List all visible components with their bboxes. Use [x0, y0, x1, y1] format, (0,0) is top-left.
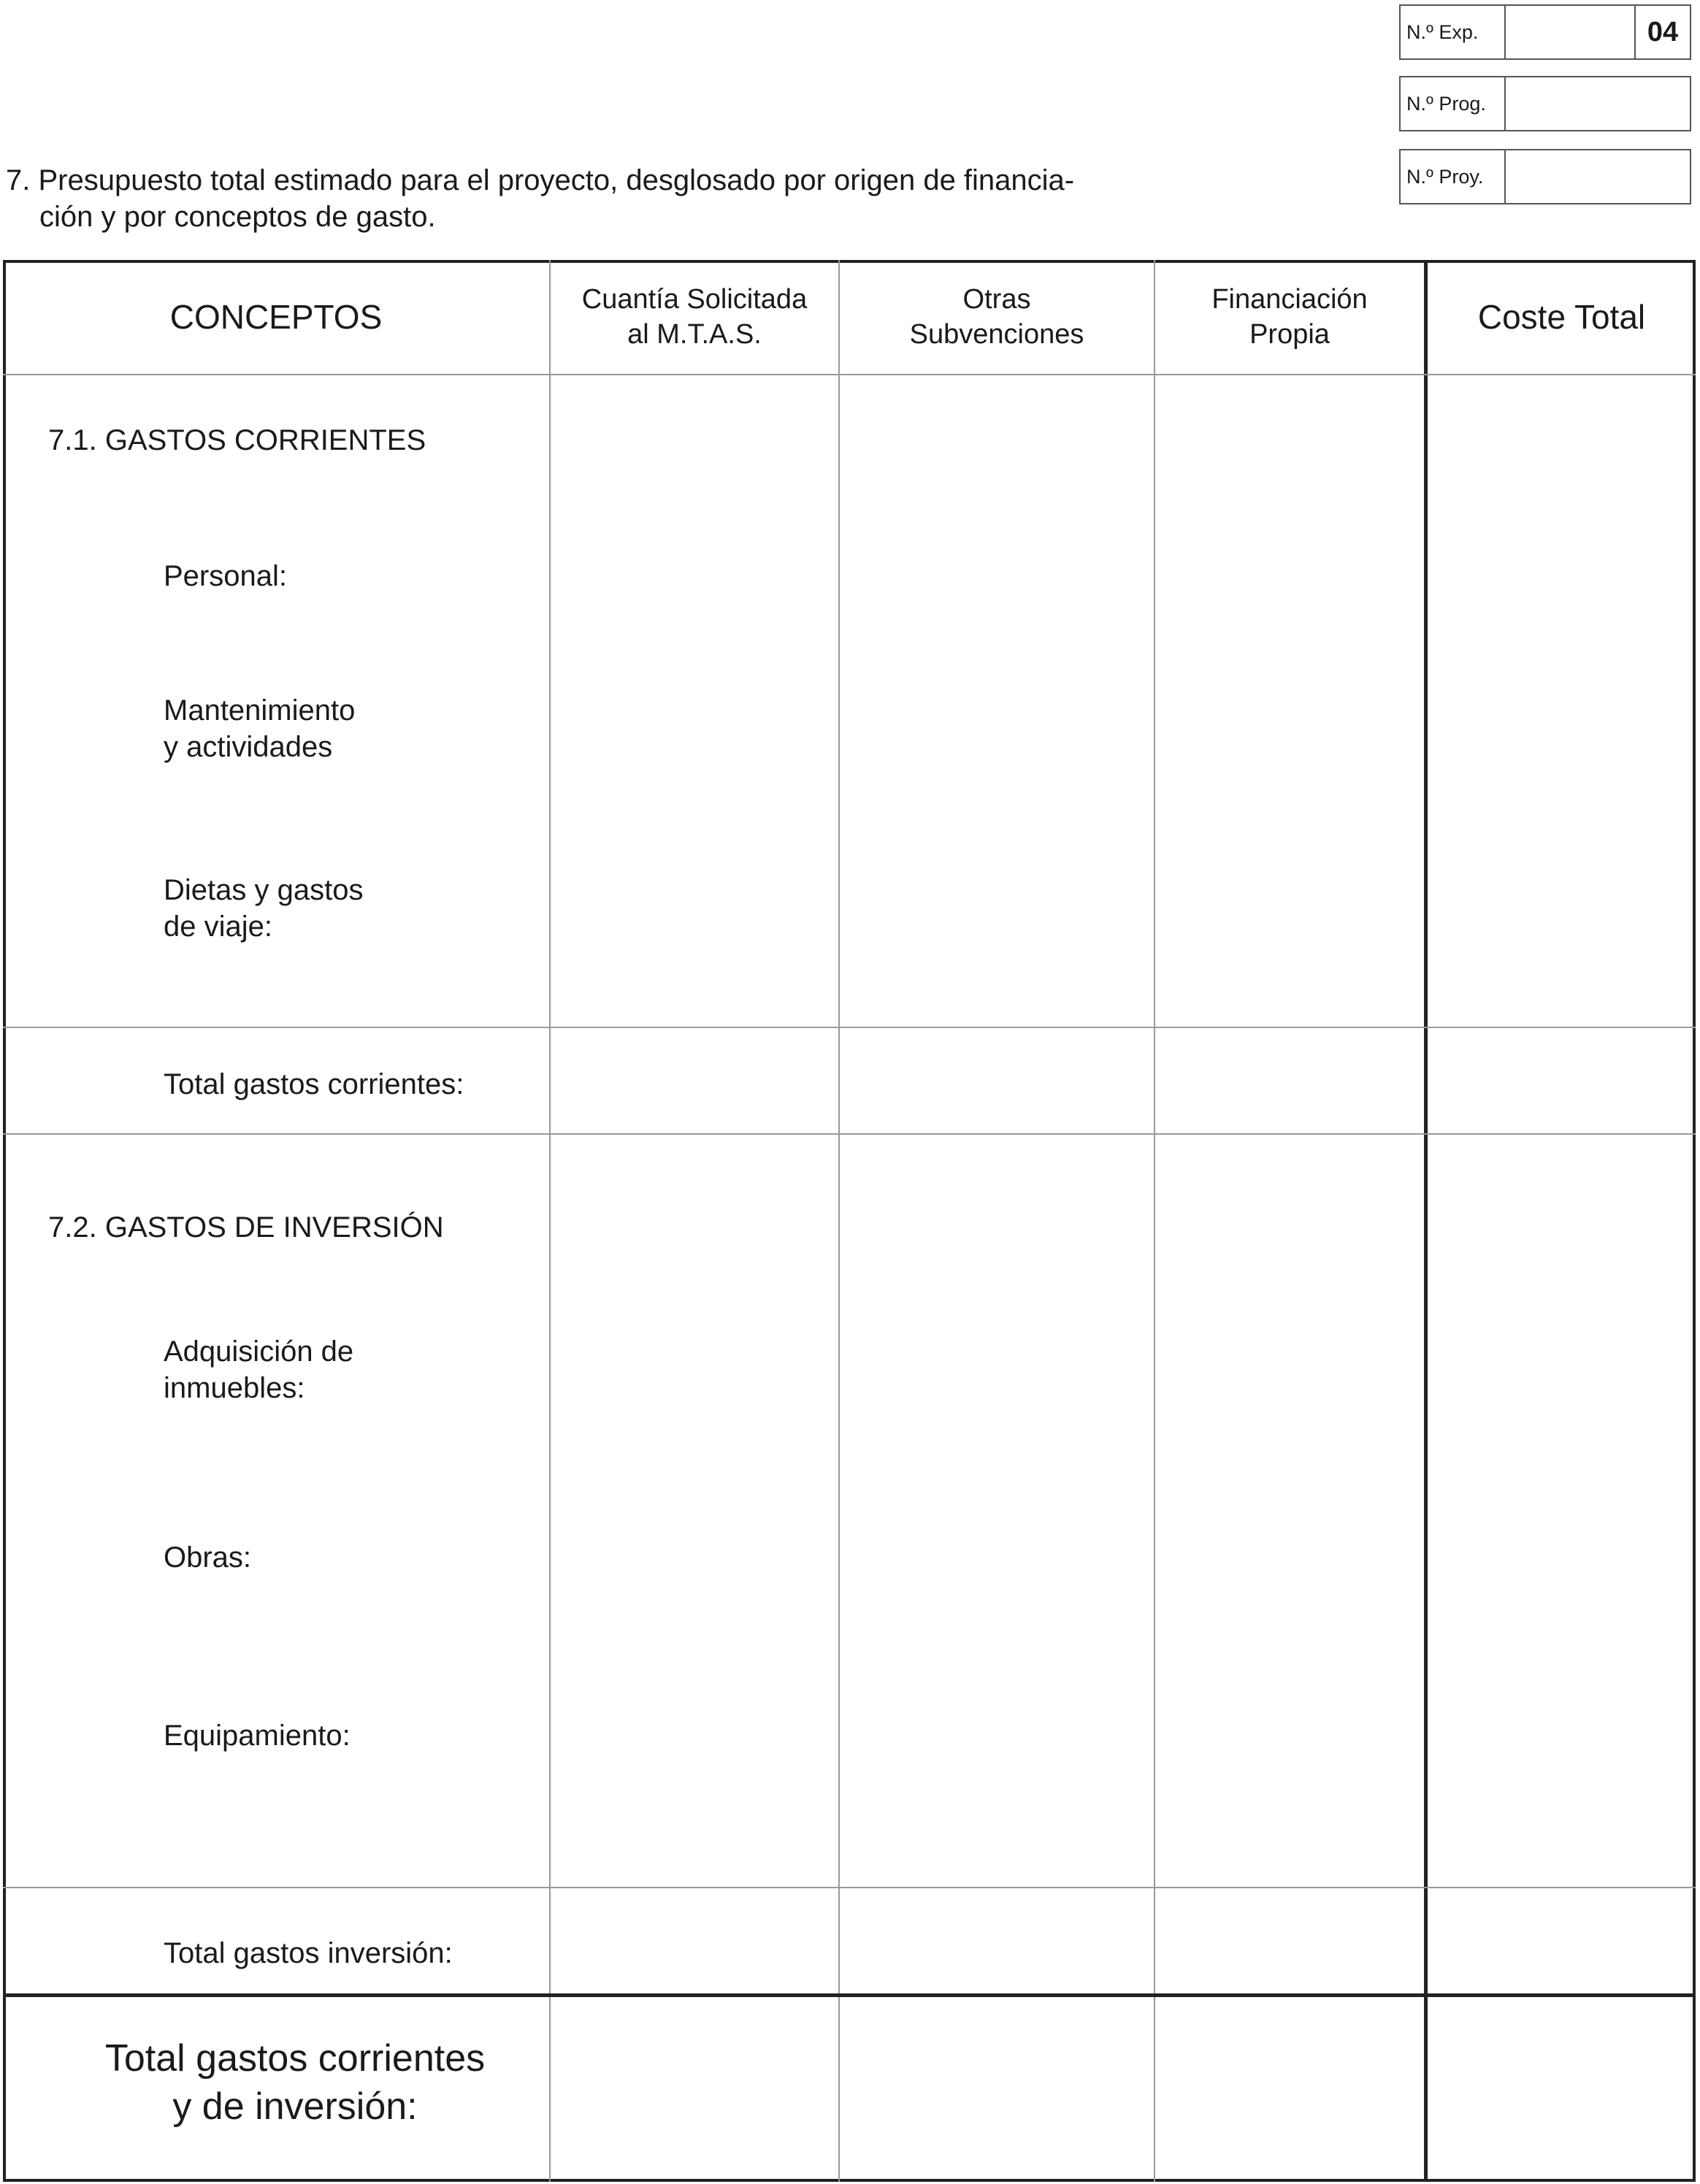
row-personal-label: Personal:: [164, 560, 287, 592]
col-header-propia-line1: Financiación: [1211, 284, 1368, 315]
prog-number-field[interactable]: [1506, 77, 1690, 130]
row-mantenimiento-label: [164, 692, 355, 765]
exp-number-box: [1399, 4, 1691, 60]
col-divider: [1154, 260, 1155, 2182]
col-header-otras: [840, 260, 1154, 374]
col-header-coste-total-text: Coste Total: [1477, 298, 1646, 336]
coste-total-divider: [1424, 260, 1428, 2182]
row-mantenimiento-line1: Mantenimiento: [164, 694, 356, 727]
col-header-propia: [1155, 260, 1424, 374]
col-header-otras-line2: Subvenciones: [909, 319, 1084, 350]
heading-line-1: 7. Presupuesto total estimado para el proyecto, desglosado por origen de financia-: [6, 164, 1075, 196]
proy-number-box: [1399, 149, 1691, 204]
heading-line-2: ción y por conceptos de gasto.: [39, 201, 436, 233]
row-dietas-line1: Dietas y gastos: [164, 874, 364, 906]
col-header-cuantia-line1: Cuantía Solicitada: [581, 284, 808, 315]
row-divider: [3, 1133, 1696, 1135]
proy-number-field[interactable]: [1506, 150, 1690, 203]
header-divider: [3, 374, 1696, 375]
proy-number-label: N.º Proy.: [1401, 150, 1506, 203]
col-divider: [838, 260, 840, 2182]
row-dietas-line2: de viaje:: [164, 911, 272, 943]
row-grand-total-label: [47, 2034, 543, 2131]
col-header-otras-line1: Otras: [962, 284, 1031, 315]
section-heading: [6, 162, 1364, 235]
row-mantenimiento-line2: y actividades: [164, 731, 333, 763]
col-header-propia-line2: Propia: [1249, 319, 1330, 350]
row-adquisicion-line1: Adquisición de: [164, 1336, 354, 1368]
row-divider: [3, 1887, 1696, 1888]
row-total-corrientes-label: Total gastos corrientes:: [164, 1068, 464, 1100]
row-grand-total-line2: y de inversión:: [172, 2085, 418, 2128]
prog-number-box: [1399, 76, 1691, 131]
exp-number-label: N.º Exp.: [1401, 6, 1506, 58]
row-adquisicion-label: [164, 1333, 353, 1406]
row-dietas-label: [164, 872, 363, 945]
grand-total-divider: [3, 1993, 1696, 1997]
row-grand-total-line1: Total gastos corrientes: [104, 2037, 486, 2080]
section-gastos-corrientes: 7.1. GASTOS CORRIENTES: [48, 424, 426, 456]
col-header-conceptos-text: CONCEPTOS: [169, 298, 383, 336]
section-gastos-inversion: 7.2. GASTOS DE INVERSIÓN: [48, 1211, 444, 1244]
exp-number-suffix: 04: [1634, 6, 1690, 58]
row-obras-label: Obras:: [164, 1541, 252, 1574]
prog-number-label: N.º Prog.: [1401, 77, 1506, 130]
row-adquisicion-line2: inmuebles:: [164, 1372, 305, 1404]
col-header-cuantia: [551, 260, 838, 374]
budget-table: [3, 260, 1696, 2182]
col-divider: [549, 260, 551, 2182]
col-header-conceptos: [3, 260, 549, 374]
row-divider: [3, 1027, 1696, 1028]
row-equipamiento-label: Equipamiento:: [164, 1720, 351, 1752]
col-header-cuantia-line2: al M.T.A.S.: [627, 319, 762, 350]
col-header-coste-total: [1428, 260, 1696, 374]
row-total-inversion-label: Total gastos inversión:: [164, 1937, 453, 1969]
